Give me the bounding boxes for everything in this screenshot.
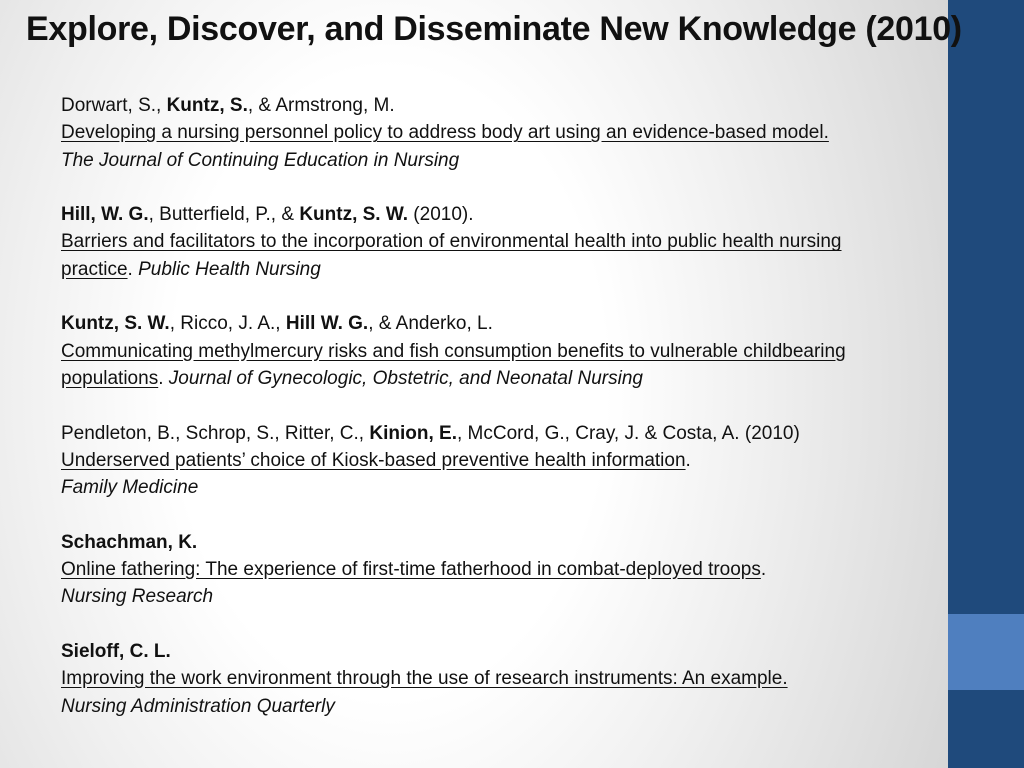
- reference-title-line: [61, 256, 941, 283]
- reference-journal-line: [61, 147, 941, 174]
- author-text: Dorwart, S.,: [61, 95, 167, 116]
- reference-title: Communicating methylmercury risks and fish consumption benefits to vulnerable childbearing: [61, 340, 846, 362]
- reference-authors: [61, 529, 941, 556]
- reference-journal-line: [61, 693, 941, 720]
- reference-title: Developing a nursing personnel policy to address body art using an evidence-based model.: [61, 122, 829, 144]
- highlighted-author: Hill, W. G.: [61, 204, 149, 226]
- reference-journal: Nursing Administration Quarterly: [61, 695, 335, 717]
- highlighted-author: Kuntz, S. W.: [61, 313, 170, 335]
- reference-journal-line: [61, 583, 941, 610]
- reference-entry: [61, 420, 941, 502]
- reference-authors: [61, 420, 941, 447]
- slide-title: Explore, Discover, and Disseminate New Knowledge (2010): [26, 10, 962, 48]
- highlighted-author: Kuntz, S.: [166, 95, 248, 116]
- author-text: , Butterfield, P., &: [148, 204, 300, 226]
- reference-list: [61, 92, 941, 747]
- author-text: Pendleton, B., Schrop, S., Ritter, C.,: [61, 422, 370, 444]
- reference-title: populations: [61, 367, 159, 389]
- reference-title: Online fathering: The experience of first-time fatherhood in combat-deployed troops: [61, 559, 761, 581]
- reference-title-line: [61, 365, 941, 392]
- reference-entry: [61, 92, 941, 174]
- author-text: , & Anderko, L.: [368, 313, 493, 335]
- highlighted-author: Hill W. G.: [285, 313, 369, 335]
- title-punctuation: .: [127, 258, 139, 280]
- author-text: , & Armstrong, M.: [247, 95, 395, 116]
- reference-title: Underserved patients’ choice of Kiosk-based preventive health information: [61, 449, 686, 471]
- reference-journal: Public Health Nursing: [138, 258, 321, 280]
- reference-authors: [61, 638, 941, 665]
- reference-title-line: [61, 447, 941, 474]
- reference-title-line: [61, 665, 941, 692]
- reference-entry: [61, 638, 941, 720]
- reference-title: Improving the work environment through the use of research instruments: An example.: [61, 668, 788, 690]
- reference-journal: Nursing Research: [61, 586, 214, 608]
- highlighted-author: Kinion, E.: [369, 422, 457, 444]
- reference-title: Barriers and facilitators to the incorporation of environmental health into public health nursing: [61, 231, 842, 253]
- reference-entry: [61, 201, 941, 283]
- reference-title: practice: [61, 258, 128, 280]
- reference-title-line: [61, 228, 941, 255]
- reference-journal-line: [61, 474, 941, 501]
- title-punctuation: .: [760, 559, 767, 581]
- reference-title-line: [61, 338, 941, 365]
- reference-entry: [61, 529, 941, 611]
- title-punctuation: .: [158, 367, 169, 389]
- reference-entry: [61, 310, 941, 392]
- title-punctuation: .: [685, 449, 691, 471]
- highlighted-author: Schachman, K.: [61, 531, 198, 553]
- author-text: , Ricco, J. A.,: [169, 313, 286, 335]
- reference-authors: [61, 92, 941, 119]
- reference-journal: The Journal of Continuing Education in Nursing: [61, 149, 460, 171]
- reference-title-line: [61, 119, 941, 146]
- reference-authors: [61, 310, 941, 337]
- author-text: , McCord, G., Cray, J. & Costa, A. (2010): [456, 422, 800, 444]
- reference-journal: Family Medicine: [61, 477, 199, 499]
- reference-authors: [61, 201, 941, 228]
- side-accent-block: [948, 614, 1024, 690]
- reference-journal: Journal of Gynecologic, Obstetric, and Neonatal Nursing: [168, 367, 643, 389]
- highlighted-author: Sieloff, C. L.: [61, 640, 171, 662]
- reference-title-line: [61, 556, 941, 583]
- highlighted-author: Kuntz, S. W.: [299, 204, 409, 226]
- author-text: (2010).: [408, 204, 474, 226]
